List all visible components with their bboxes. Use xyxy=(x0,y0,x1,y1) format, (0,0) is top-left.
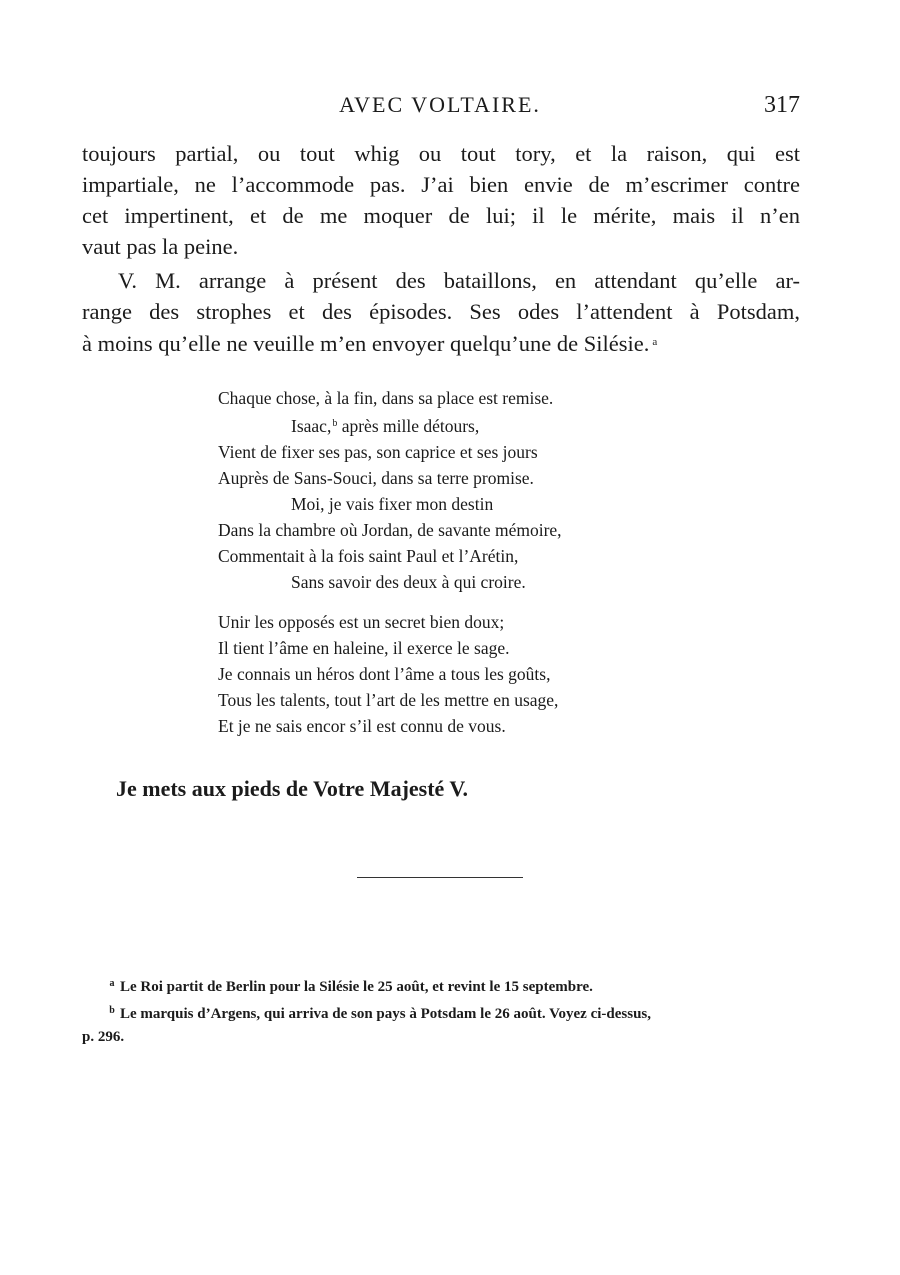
paragraph-2-line-1: V. M. arrange à présent des bataillons, en attendant qu’elle ar- xyxy=(118,268,800,293)
verse-line xyxy=(218,411,562,439)
paragraph-1-line-4: vaut pas la peine. xyxy=(82,234,239,259)
verse-line: Je connais un héros dont l’âme a tous les goûts, xyxy=(218,664,551,684)
verse-line: Moi, je vais fixer mon destin xyxy=(291,494,494,514)
verse-isaac-rest: après mille détours, xyxy=(341,416,480,436)
paragraph-1-line-2: impartiale, ne l’accommode pas. J’ai bien envie de m’escrimer contre xyxy=(82,172,800,197)
verse-line: Vient de fixer ses pas, son caprice et ses jours xyxy=(218,442,538,462)
footnote-b-text: Le marquis d’Argens, qui arriva de son pays à Potsdam le 26 août. Voyez ci-dessus, xyxy=(120,1006,652,1022)
paragraph-2-line-3 xyxy=(82,327,800,359)
footnote-mark-b: b xyxy=(109,1005,115,1016)
verse-line: Et je ne sais encor s’il est connu de vous. xyxy=(218,716,506,736)
paragraph-2-line-3-text: à moins qu’elle ne veuille m’en envoyer quelqu’une de Silésie. xyxy=(82,331,650,356)
verse-line: Chaque chose, à la fin, dans sa place est remise. xyxy=(218,388,554,408)
verse-line: Commentait à la fois saint Paul et l’Arétin, xyxy=(218,546,519,566)
running-title: AVEC VOLTAIRE. xyxy=(339,92,541,117)
footnote-b-continuation: p. 296. xyxy=(82,1029,125,1045)
running-head xyxy=(80,92,800,122)
paragraph-1-line-3: cet impertinent, et de me moquer de lui; il le mérite, mais il n’en xyxy=(82,203,800,228)
verse-line: Tous les talents, tout l’art de les mettre en usage, xyxy=(218,690,559,710)
paragraph-2-line-2: range des strophes et des épisodes. Ses odes l’attendent à Potsdam, xyxy=(82,299,800,324)
closing-line: Je mets aux pieds de Votre Majesté V. xyxy=(116,776,468,801)
verse-block xyxy=(218,385,562,739)
page-number: 317 xyxy=(764,92,800,118)
footnote-ref-a: a xyxy=(652,336,658,348)
verse-line: Dans la chambre où Jordan, de savante mémoire, xyxy=(218,520,562,540)
verse-line: Sans savoir des deux à qui croire. xyxy=(291,572,526,592)
footnote-a-text: Le Roi partit de Berlin pour la Silésie le 25 août, et revint le 15 septembre. xyxy=(120,979,593,995)
footnote-b xyxy=(82,999,800,1026)
verse-line: Auprès de Sans-Souci, dans sa terre promise. xyxy=(218,468,534,488)
letter-body xyxy=(82,138,800,359)
paragraph-1-line-1: toujours partial, ou tout whig ou tout tory, et la raison, qui est xyxy=(82,141,800,166)
verse-line: Il tient l’âme en haleine, il exerce le sage. xyxy=(218,638,510,658)
verse-line: Unir les opposés est un secret bien doux; xyxy=(218,612,505,632)
footnote-divider xyxy=(357,877,523,878)
footnote-ref-b: b xyxy=(332,418,338,429)
footnote-mark-a: a xyxy=(109,978,115,989)
footnotes xyxy=(82,972,800,1049)
footnote-a xyxy=(82,972,800,999)
verse-isaac: Isaac, xyxy=(291,416,332,436)
